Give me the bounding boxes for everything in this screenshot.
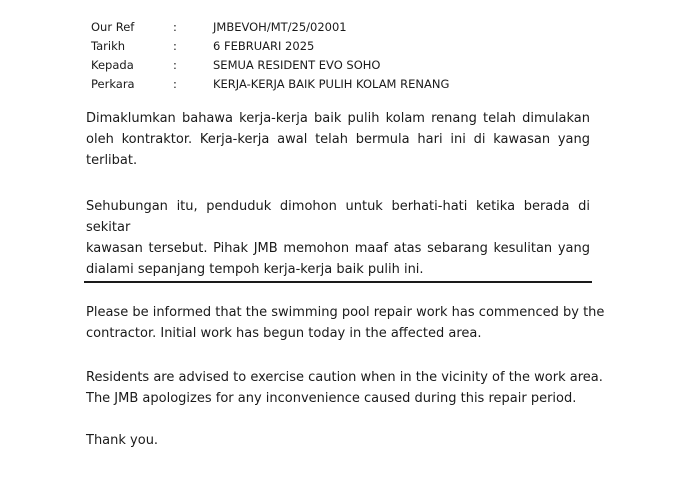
- ref-row: [91, 18, 449, 37]
- date-label: Tarikh: [91, 39, 126, 53]
- ref-colon: :: [173, 20, 177, 34]
- section-divider: [84, 281, 592, 283]
- malay-paragraph-1: [86, 108, 590, 171]
- ref-label: Our Ref: [91, 20, 135, 34]
- malay-paragraph-2: [86, 196, 590, 280]
- english-paragraph-1: [86, 302, 605, 344]
- english-p2-line-1: Residents are advised to exercise caution when in the vicinity of the work area.: [86, 370, 603, 385]
- ref-value: JMBEVOH/MT/25/02001: [213, 20, 347, 34]
- date-value: 6 FEBRUARI 2025: [213, 39, 315, 53]
- reference-header: [91, 18, 449, 94]
- recipient-colon: :: [173, 58, 177, 72]
- malay-p2-line-3: dialami sepanjang tempoh kerja-kerja baik pulih ini.: [86, 262, 424, 277]
- recipient-row: [91, 56, 449, 75]
- malay-p1-line-2: oleh kontraktor. Kerja-kerja awal telah bermula hari ini di kawasan yang: [86, 132, 590, 147]
- english-paragraph-2: [86, 367, 603, 409]
- malay-p1-line-1: Dimaklumkan bahawa kerja-kerja baik pulih kolam renang telah dimulakan: [86, 111, 590, 126]
- english-p1-line-1: Please be informed that the swimming pool repair work has commenced by the: [86, 305, 605, 320]
- english-p2-line-2: The JMB apologizes for any inconvenience caused during this repair period.: [86, 391, 577, 406]
- subject-colon: :: [173, 77, 177, 91]
- recipient-label: Kepada: [91, 58, 134, 72]
- malay-p2-line-2: kawasan tersebut. Pihak JMB memohon maaf atas sebarang kesulitan yang: [86, 241, 590, 256]
- english-p1-line-2: contractor. Initial work has begun today in the affected area.: [86, 326, 482, 341]
- recipient-value: SEMUA RESIDENT EVO SOHO: [213, 58, 381, 72]
- subject-label: Perkara: [91, 77, 135, 91]
- malay-p2-line-1: Sehubungan itu, penduduk dimohon untuk berhati-hati ketika berada di sekitar: [86, 199, 590, 235]
- closing-line: Thank you.: [86, 433, 159, 448]
- malay-p1-line-3: terlibat.: [86, 153, 138, 168]
- subject-row: [91, 75, 449, 94]
- subject-value: KERJA-KERJA BAIK PULIH KOLAM RENANG: [213, 77, 450, 91]
- date-colon: :: [173, 39, 177, 53]
- date-row: [91, 37, 449, 56]
